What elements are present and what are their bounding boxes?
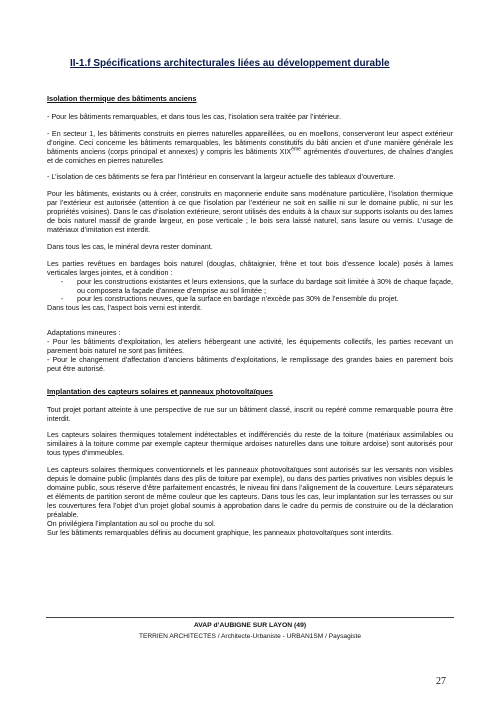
paragraph: Les capteurs solaires thermiques totalement indétectables et indifférenciés du reste de la toiture (matériaux assimilables ou similaires à la toiture comme par exemple capteur thermique ardoises naturelles dans une toiture ardoise) sont autorisés pour tous types d’immeubles.	[47, 430, 453, 458]
paragraph-text: Sur les bâtiments remarquables définis au document graphique, les panneaux photovoltaïques sont interdits.	[47, 527, 394, 537]
paragraph: Dans tous les cas, l’aspect bois verni est interdit.	[47, 303, 203, 313]
paragraph-text: Les capteurs solaires thermiques conventionnels et les panneaux photovoltaïques sont autorisés sur les versants non visibles depuis le domaine public (implantés dans des plis de toiture par exemple), ou dans des parties privatives non visibles depuis le domaine public, sous réserve d’être parfaitement encastrés, le niveau fini dans l’alignement de la couverture. Leurs séparateurs et éléments de partition seront de même couleur que les capteurs. Dans tous les cas, leur implantation sur les terrasses ou sur les couvertures fera l’objet d’un projet global soumis à approbation dans le cadre du permis de construire ou de la déclaration préalable.	[47, 465, 453, 519]
paragraph	[47, 466, 453, 537]
bullet-text: pour les constructions neuves, que la surface en bardage n’excède pas 30% de l’ensemble du projet.	[77, 294, 399, 304]
page-number: 27	[436, 676, 446, 687]
bullet-item	[47, 278, 453, 296]
paragraph: - L’isolation de ces bâtiments se fera par l’intérieur en conservant la largeur actuelle des tableaux d’ouverture.	[47, 172, 396, 182]
paragraph	[47, 130, 453, 166]
paragraph: Dans tous les cas, le minéral devra rester dominant.	[47, 241, 213, 251]
bullet-dash: -	[60, 294, 64, 304]
adaptations-item: - Pour le changement d’affectation d’anciens bâtiments d’exploitations, le remplissage des grandes baies en parement bois peut être autorisé.	[47, 354, 453, 373]
paragraph-bardage	[47, 260, 453, 278]
footer-project: AVAP d’AUBIGNE SUR LAYON (49)	[193, 622, 307, 629]
content-body	[47, 95, 453, 545]
superscript: ème	[291, 146, 301, 153]
paragraph: Tout projet portant atteinte à une perspective de rue sur un bâtiment classé, inscrit ou repéré comme remarquable pourra être interdit.	[47, 404, 453, 423]
adaptations-title: Adaptations mineures :	[47, 328, 121, 338]
paragraph-text: - En secteur 1, les bâtiments construits en pierres naturelles appareillées, ou en moellons, conserveront leur aspect extérieur d’origine. Ceci concerne les bâtiments remarquables, les bâtiments constitutifs du bâti ancien et d’une manière générale les bâtiments anciens (corps principal et annexes) y compris les bâtiments XIX	[47, 128, 453, 156]
paragraph-text: On privilégiera l’implantation au sol ou proche du sol.	[47, 518, 216, 528]
heading-solar: Implantation des capteurs solaires et panneaux photovoltaïques	[47, 386, 273, 396]
footer-authors: TERRIEN ARCHITECTES / Architecte-Urbaniste - URBAN1SM / Paysagiste	[138, 633, 362, 640]
paragraph: Pour les bâtiments, existants ou à créer, construits en maçonnerie enduite sans modénature particulière, l’isolation thermique par l’extérieur est autorisée (attention à ce que l’isolation par l’extérieur ne soit en saillie ni sur le domaine public, ni sur les propriétés voisines). Dans le cas d’isolation extérieure, seront utilisés des enduits à la chaux sur supports isolants ou des lames de bois naturel massif de grande largeur, en pose verticale ; le bois sera laissé naturel, sans lasure ou vernis. L’usage de matériaux d’imitation est interdit.	[47, 189, 453, 234]
paragraph-text: Les parties revêtues en bardages bois naturel (douglas, châtaignier, frêne et tout bois d’essence locale) posés à lames verticales larges jointes, et à condition :	[47, 258, 453, 277]
bullet-dash: -	[60, 276, 64, 286]
paragraph: - Pour les bâtiments remarquables, et dans tous les cas, l’isolation sera traitée par l’intérieur.	[47, 111, 342, 121]
heading-isolation: Isolation thermique des bâtiments anciens	[47, 94, 197, 103]
paragraph-text: agrémentés d’ouvertures, de chaînes d’angles et de corniches en pierres naturelles	[47, 146, 453, 165]
footer-divider	[46, 617, 454, 618]
adaptations-item: - Pour les bâtiments d’exploitation, les ateliers hébergeant une activité, les équipements collectifs, les parties recevant un parement bois naturel ne sont pas limitées.	[47, 337, 453, 356]
bullet-text: pour les constructions existantes et leurs extensions, que la surface du bardage soit limitée à 30% de chaque façade, ou composera la façade d’annexe d’emprise au sol limitée ;	[77, 276, 453, 295]
section-title: II-1.f Spécifications architecturales liées au développement durable	[70, 58, 390, 69]
paragraph-adaptations	[47, 329, 453, 374]
